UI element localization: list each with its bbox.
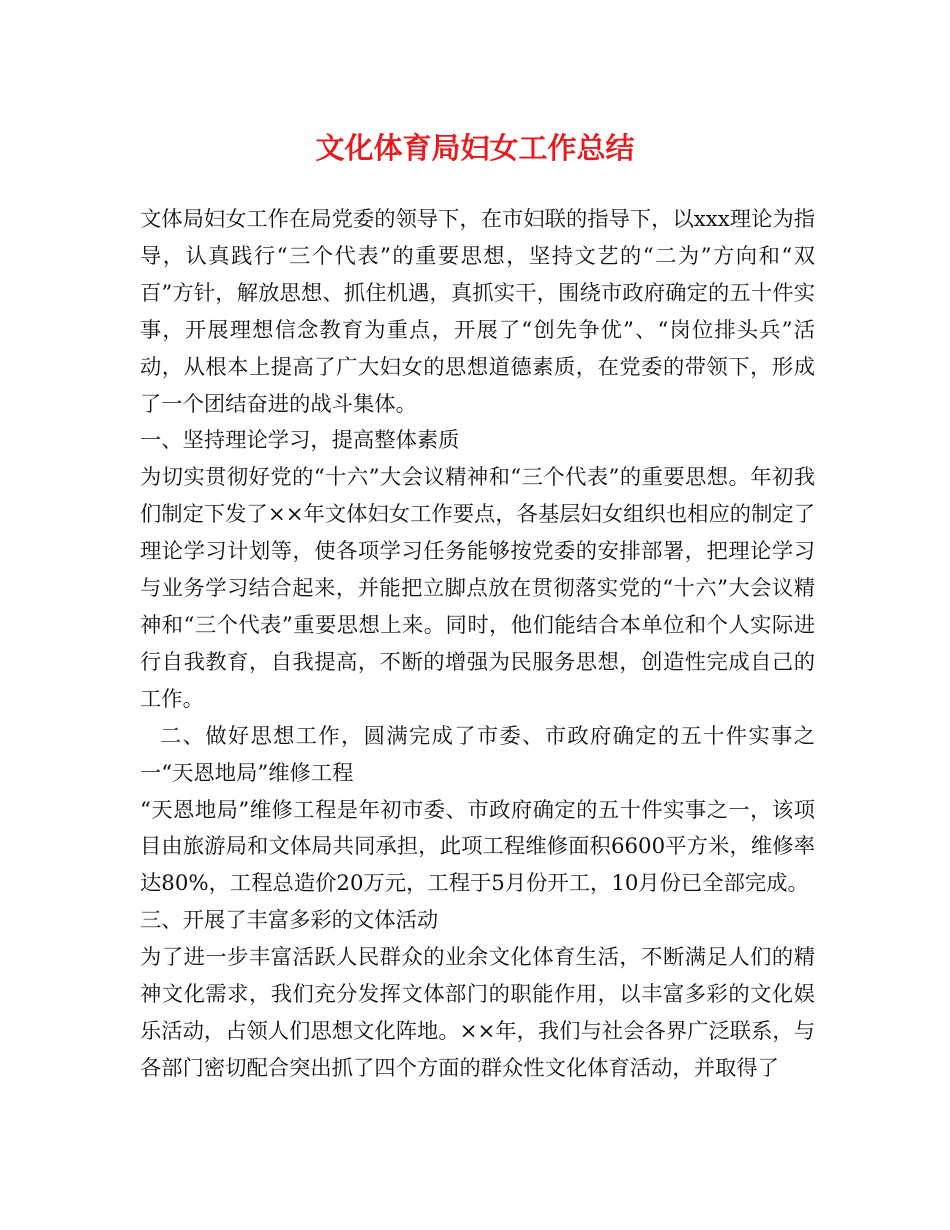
paragraph-section-1: 为切实贯彻好党的“十六”大会议精神和“三个代表”的重要思想。年初我们制定下发了××年文体妇女工作要点，各基层妇女组织也相应的制定了理论学习计划等，使各项学习任务能够按党委的安排部署，把理论学习与业务学习结合起来，并能把立脚点放在贯彻落实党的“十六”大会议精神和“三个代表”重要思想上来。同时，他们能结合本单位和个人实际进行自我教育，自我提高，不断的增强为民服务思想，创造性完成自己的工作。 [140,465,815,712]
section-heading-3: 三、开展了丰富多彩的文体活动 [140,908,439,934]
paragraph-intro: 文体局妇女工作在局党委的领导下，在市妇联的指导下，以xxx理论为指导，认真践行“三个代表”的重要思想，坚持文艺的“二为”方向和“双百”方针，解放思想、抓住机遇，真抓实干，围绕市政府确定的五十件实事，开展理想信念教育为重点，开展了“创先争优”、“岗位排头兵”活动，从根本上提高了广大妇女的思想道德素质，在党委的带领下，形成了一个团结奋进的战斗集体。 [140,207,815,417]
paragraph-section-2: “天恩地局”维修工程是年初市委、市政府确定的五十件实事之一，该项目由旅游局和文体局共同承担，此项工程维修面积6600平方米，维修率达80%，工程总造价20万元，工程于5月份开工，10月份已全部完成。 [140,797,815,897]
document-title: 文化体育局妇女工作总结 [315,131,635,165]
paragraph-section-3: 为了进一步丰富活跃人民群众的业余文化体育生活，不断满足人们的精神文化需求，我们充分发挥文体部门的职能作用，以丰富多彩的文化娱乐活动，占领人们思想文化阵地。××年，我们与社会各界广泛联系，与各部门密切配合突出抓了四个方面的群众性文化体育活动，并取得了 [140,945,815,1081]
section-heading-1: 一、坚持理论学习，提高整体素质 [140,428,460,454]
document-body [140,202,815,1088]
section-heading-2: 二、做好思想工作，圆满完成了市委、市政府确定的五十件实事之一“天恩地局”维修工程 [140,723,815,786]
